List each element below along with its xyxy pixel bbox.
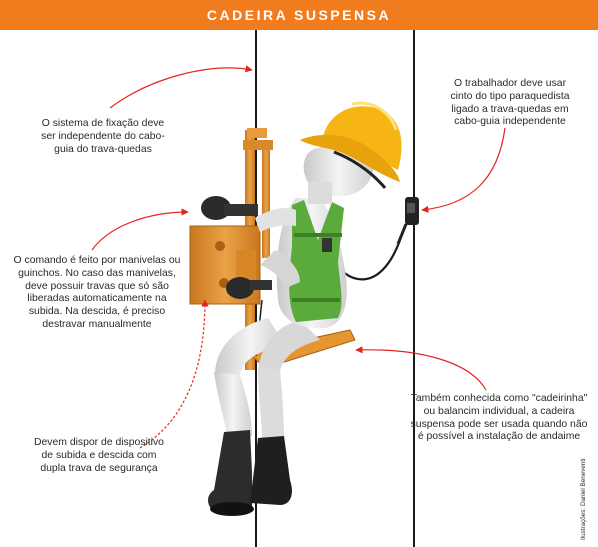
note-comando: O comando é feito por manivelas ou guinchos. No caso das manivelas, deve possuir travas que só são liberadas automaticamente na subida. Na descida, é preciso destravar manualmente: [13, 255, 181, 330]
note-cadeirinha: Também conhecida como "cadeirinha" ou balancim individual, a cadeira suspensa pode ser usada quando não é possível a instalação de andaime: [410, 393, 588, 443]
arrow-cadeirinha: [356, 350, 486, 390]
arrow-comando: [92, 212, 188, 250]
fall-arrester: [398, 197, 419, 244]
arrow-fixacao: [110, 68, 252, 108]
note-cinto: O trabalhador deve usar cinto do tipo paraquedista ligado a trava-quedas em cabo-guia independente: [450, 78, 570, 128]
lower-leg-back: [258, 368, 284, 440]
arrow-cinto: [422, 128, 505, 210]
note-fixacao: O sistema de fixação deve ser independente do cabo-guia do trava-quedas: [41, 118, 165, 155]
boots: [208, 430, 292, 516]
note-dispositivo: Devem dispor de dispositivo de subida e descida com dupla trava de segurança: [34, 437, 164, 474]
illustration-credit: Ilustrações: Daniel Beneventi: [580, 458, 587, 540]
lower-leg: [214, 372, 252, 440]
header-title: CADEIRA SUSPENSA: [206, 7, 392, 23]
